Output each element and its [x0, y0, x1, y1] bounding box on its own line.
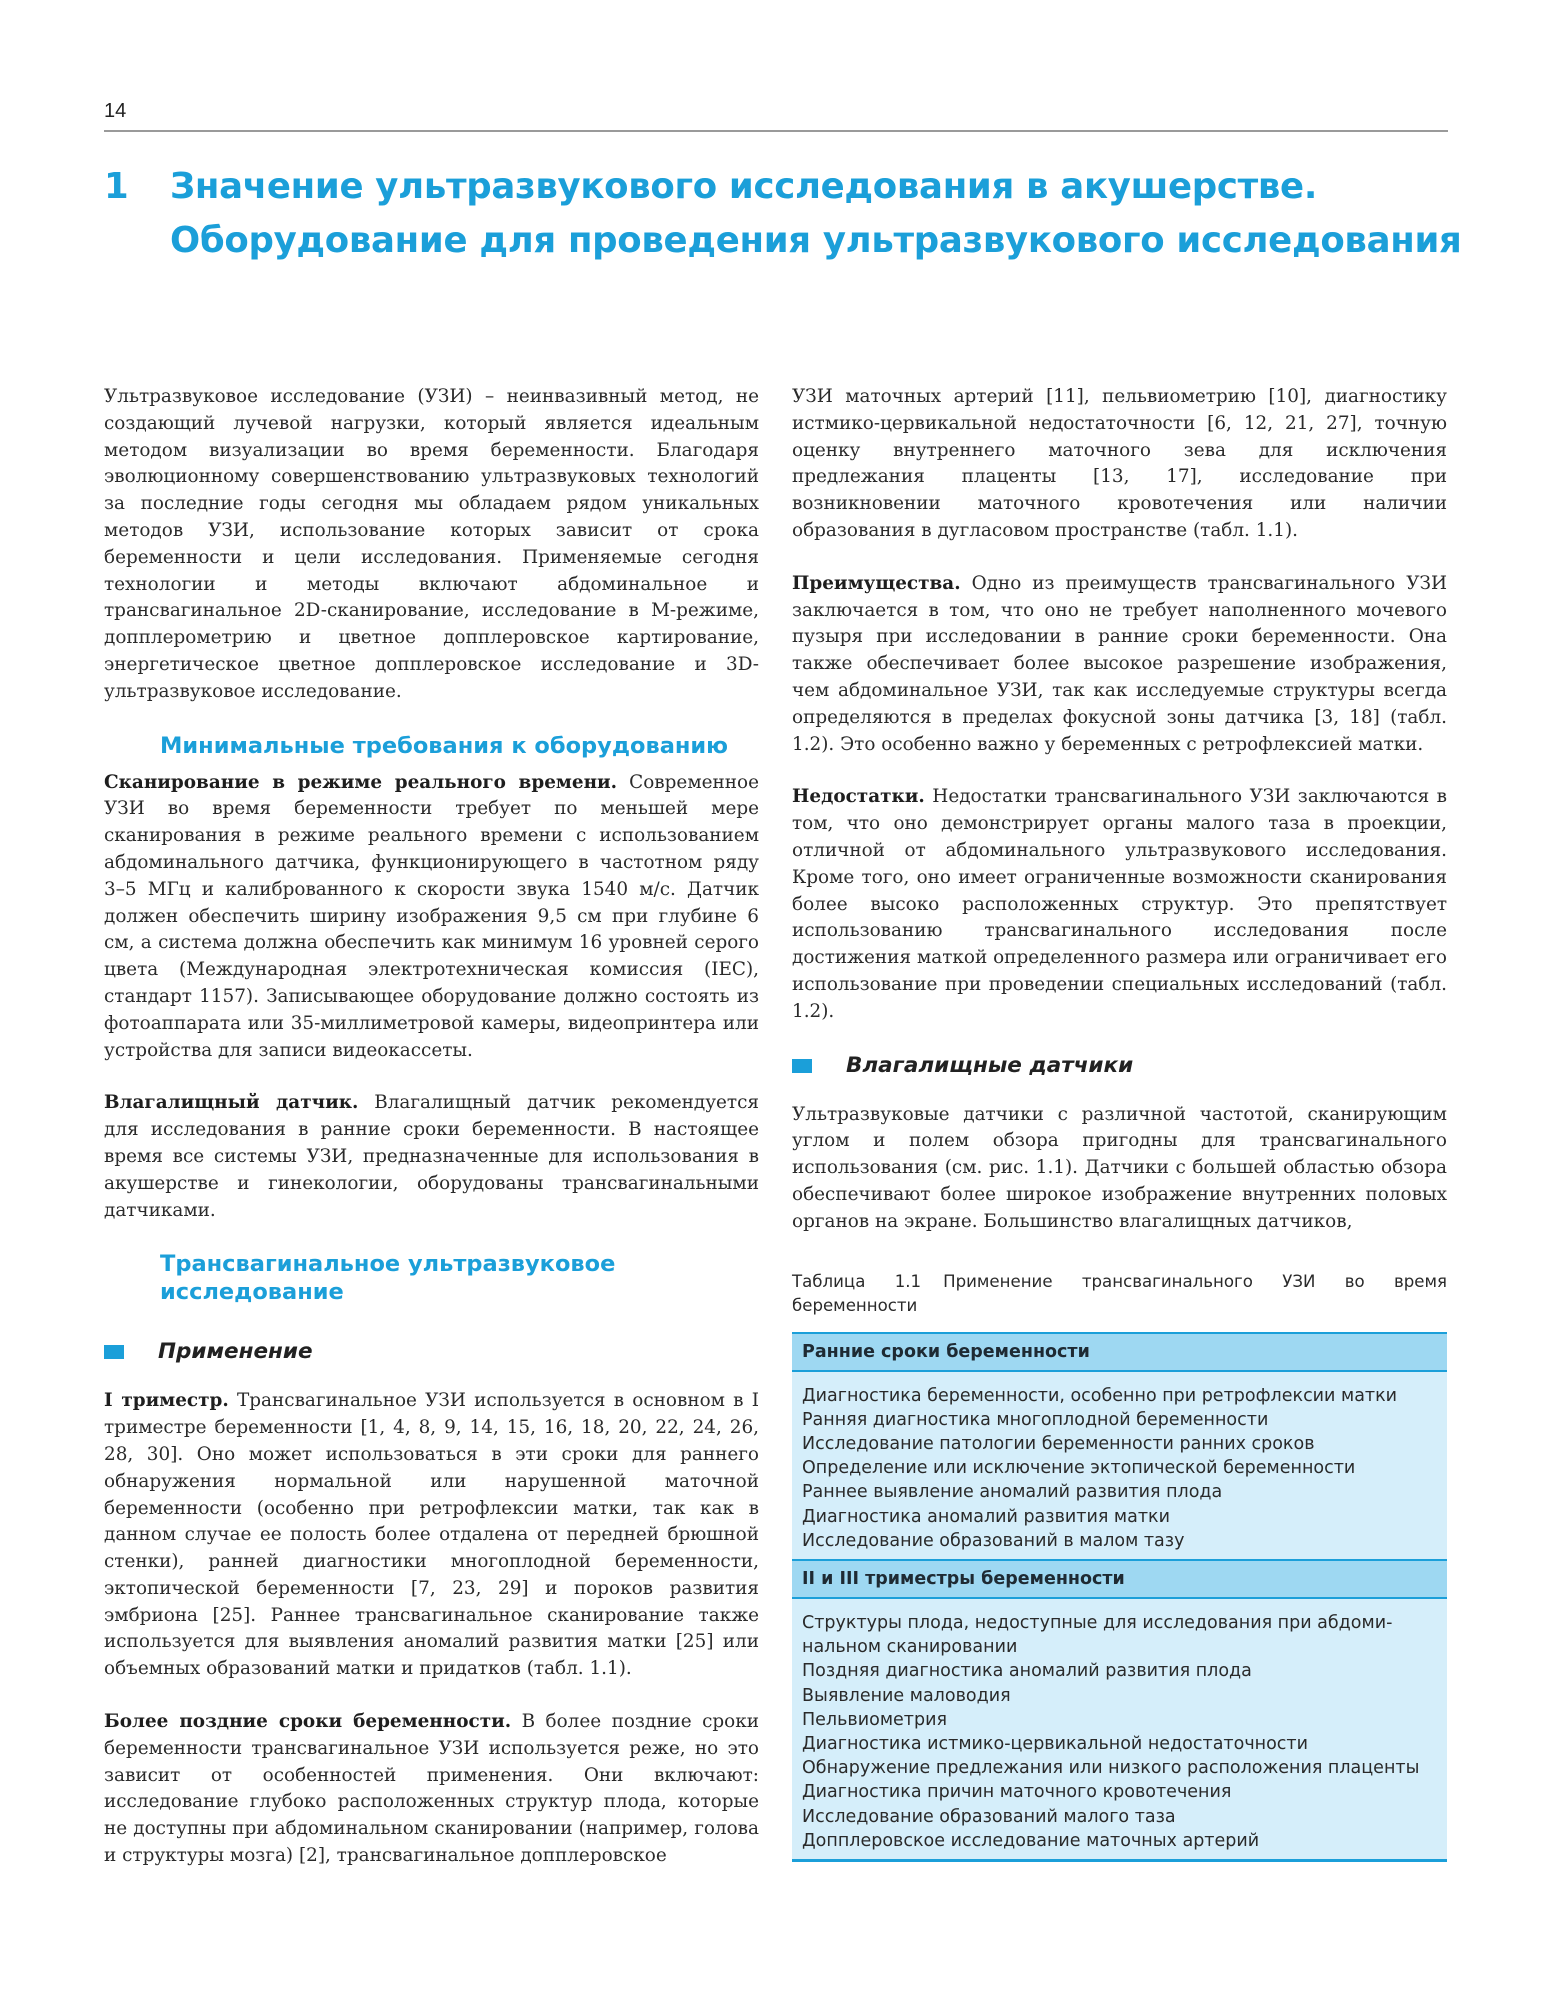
- table-row: Поздняя диагностика аномалий развития плода: [802, 1661, 1252, 1682]
- advantages-lead: Преимущества.: [792, 572, 961, 594]
- table-row: Исследование патологии беременности ранних сроков: [802, 1433, 1315, 1454]
- advantages-paragraph: [792, 571, 1447, 759]
- table-row: Определение или исключение эктопической беременности: [802, 1458, 1356, 1479]
- table-group-late: [792, 1599, 1447, 1859]
- chapter-title-line-1: Значение ультразвукового исследования в акушерстве.: [170, 166, 1318, 207]
- subheading-vaginal-probes: [792, 1052, 1447, 1080]
- table-group-early: [792, 1372, 1447, 1559]
- header-rule: [104, 130, 1448, 132]
- trimester1-lead: I триместр.: [104, 1390, 229, 1412]
- table-row: Ранняя диагностика многоплодной беременности: [802, 1409, 1269, 1430]
- disadvantages-lead: Недостатки.: [792, 786, 925, 808]
- table-row: Диагностика аномалий развития матки: [802, 1506, 1170, 1527]
- subheading-application: [104, 1338, 759, 1366]
- table-row: Исследование образований малого таза: [802, 1806, 1176, 1827]
- page-number: 14: [104, 100, 127, 122]
- continuation-paragraph: УЗИ маточных артерий [11], пельвиометрию [10], диагностику истмико-цервикальной недостаточности [6, 12, 21, 27], точную оценку внутреннего маточного зева для исключения предлежания плаценты [13, 17], исследование при возникновении маточного кровотечения или наличии образования в дугласовом пространстве (табл. 1.1).: [792, 386, 1447, 541]
- table-row: Диагностика беременности, особенно при ретрофлексии матки: [802, 1385, 1398, 1406]
- realtime-paragraph: [104, 770, 759, 1065]
- disadvantages-paragraph: [792, 784, 1447, 1025]
- vaginal-probe-lead: Влагалищный датчик.: [104, 1092, 359, 1114]
- realtime-body: Современное УЗИ во время беременности требует по меньшей мере сканирования в режиме реального времени с использованием абдоминального датчика, функционирующего в частотном ряду 3–5 МГц и калиброванного к скорости звука 1540 м/с. Датчик должен обеспечить ширину изображения 9,5 см при глубине 6 см, а система должна обеспечить как минимум 16 уровней серого цвета (Международная электротехническая комиссия (IEC), стандарт 1157). Записывающее оборудование должно состоять из фотоаппарата или 35-миллиметровой камеры, видеопринтера или устройства для записи видеокассеты.: [104, 771, 759, 1061]
- section-heading-min-requirements: Минимальные требования к оборудованию: [160, 732, 729, 759]
- vaginal-probe-body: Влагалищный датчик рекомендуется для исследования в ранние сроки беременности. В настоящее время все системы УЗИ, предназначенные для использования в акушерстве и гинекологии, оборудованы трансвагинальными датчиками.: [104, 1092, 759, 1221]
- table-caption: [792, 1270, 1447, 1318]
- later-terms-paragraph: [104, 1709, 759, 1870]
- realtime-lead: Сканирование в режиме реального времени.: [104, 771, 618, 793]
- table-row: Выявление маловодия: [802, 1685, 1011, 1706]
- table-row: Допплеровское исследование маточных артерий: [802, 1830, 1260, 1851]
- later-terms-body: В более поздние сроки беременности трансвагинальное УЗИ используется реже, но это зависит от особенностей применения. Они включают: исследование глубоко расположенных структур плода, которые не доступны при абдоминальном сканировании (например, голова и структуры мозга) [2], трансвагинальное допплеровское: [104, 1711, 759, 1867]
- later-terms-lead: Более поздние сроки беременности.: [104, 1711, 512, 1733]
- table-caption-label: Таблица 1.1: [792, 1271, 922, 1291]
- vaginal-probe-paragraph: [104, 1090, 759, 1224]
- subheading-application-label: Применение: [158, 1339, 313, 1365]
- probes-paragraph: Ультразвуковые датчики с различной частотой, сканирующим углом и полем обзора пригодны для трансвагинального использования (см. рис. 1.1). Датчики с большей областью обзора обеспечивают более широкое изображение внутренних половых органов на экране. Большинство влагалищных датчиков,: [792, 1103, 1447, 1232]
- disadvantages-body: Недостатки трансвагинального УЗИ заключаются в том, что оно демонстрирует органы малого таза в проекции, отличной от абдоминального ультразвукового исследования. Кроме того, оно имеет ограниченные возможности сканирования более высоко расположенных структур. Это препятствует использованию трансвагинального исследования после достижения маткой определенного размера или ограничивает его использование при проведении специальных исследований (табл. 1.2).: [792, 786, 1447, 1022]
- trimester1-paragraph: [104, 1388, 759, 1683]
- table-row: Раннее выявление аномалий развития плода: [802, 1482, 1223, 1503]
- table-row: Исследование образований в малом тазу: [802, 1530, 1185, 1551]
- table-1-1: [792, 1332, 1447, 1862]
- chapter-title-line-2: Оборудование для проведения ультразвукового исследования: [170, 220, 1462, 261]
- table-row: Обнаружение предлежания или низкого расположения плаценты: [802, 1758, 1420, 1779]
- left-column: [104, 384, 759, 1896]
- subheading-vaginal-probes-label: Влагалищные датчики: [846, 1052, 1134, 1078]
- subheading-marker-icon: [104, 1345, 124, 1359]
- chapter-number: 1: [104, 166, 129, 207]
- advantages-body: Одно из преимуществ трансвагинального УЗИ заключается в том, что оно не требует наполненного мочевого пузыря при исследовании в ранние сроки беременности. Она также обеспечивает более высокое разрешение изображения, чем абдоминальное УЗИ, так как исследуемые структуры всегда определяются в пределах фокусной зоны датчика [3, 18] (табл. 1.2). Это особенно важно у беременных с ретрофлексией матки.: [792, 572, 1447, 755]
- table-row: Диагностика истмико-цервикальной недостаточности: [802, 1733, 1308, 1754]
- table-row: Пельвиометрия: [802, 1709, 947, 1730]
- table-caption-text: Применение трансвагинального УЗИ во время беременности: [792, 1271, 1447, 1315]
- subheading-marker-icon: [792, 1059, 812, 1073]
- right-column: [792, 384, 1447, 1862]
- chapter-title: [170, 160, 1470, 268]
- table-row: Структуры плода, недоступные для исследования при абдоми-нальном сканировании: [802, 1612, 1393, 1658]
- trimester1-body: Трансвагинальное УЗИ используется в основном в I триместре беременности [1, 4, 8, 9, 14, 15, 16, 18, 20, 22, 24, 26, 28, 30]. Оно может использоваться в эти сроки для раннего обнаружения нормальной или нарушенной маточной беременности (особенно при ретрофлексии матки, так как в данном случае ее полость более отдалена от передней брюшной стенки), ранней диагностики многоплодной беременности, эктопической беременности [7, 23, 29] и пороков развития эмбриона [25]. Раннее трансвагинальное сканирование также используется для выявления аномалий развития матки [25] или объемных образований матки и придатков (табл. 1.1).: [104, 1390, 759, 1680]
- table-group-header-late: II и III триместры беременности: [792, 1559, 1447, 1599]
- table-group-header-early: Ранние сроки беременности: [792, 1334, 1447, 1372]
- table-row: Диагностика причин маточного кровотечения: [802, 1782, 1232, 1803]
- section-heading-transvaginal: Трансвагинальное ультразвуковое исследование: [160, 1251, 616, 1306]
- intro-paragraph: Ультразвуковое исследование (УЗИ) – неинвазивный метод, не создающий лучевой нагрузки, который является идеальным методом визуализации во время беременности. Благодаря эволюционному совершенствованию ультразвуковых технологий за последние годы сегодня мы обладаем рядом уникальных методов УЗИ, использование которых зависит от срока беременности и цели исследования. Применяемые сегодня технологии и методы включают абдоминальное и трансвагинальное 2D-сканирование, исследование в M-режиме, допплерометрию и цветное допплеровское картирование, энергетическое цветное допплеровское исследование и 3D-ультразвуковое исследование.: [104, 386, 759, 702]
